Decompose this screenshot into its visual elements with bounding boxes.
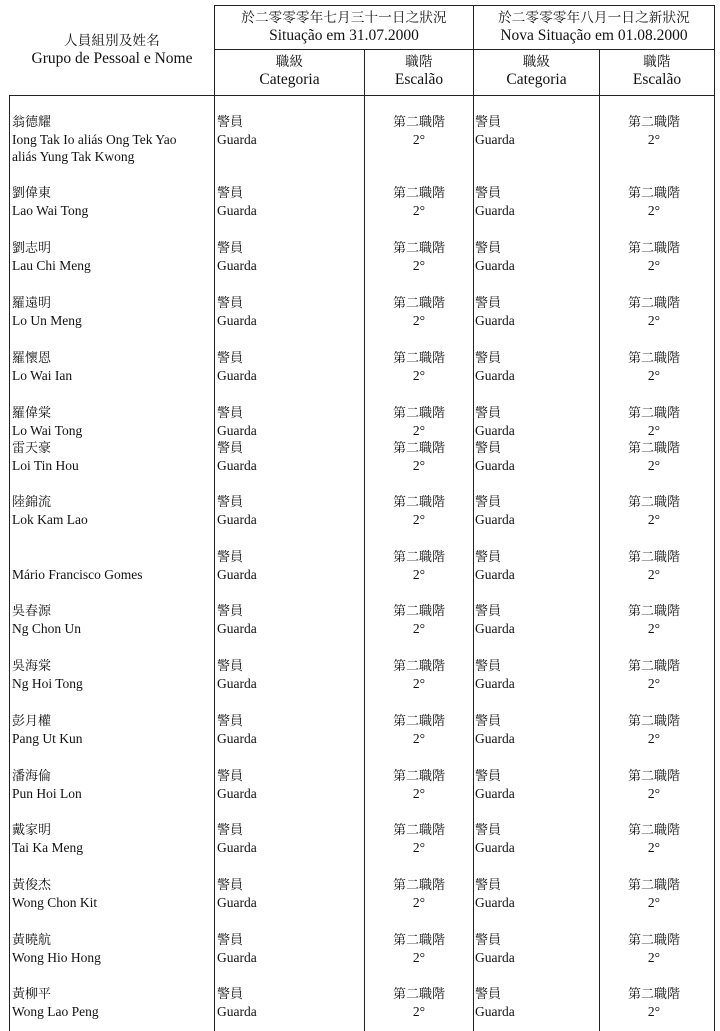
- new-escalao: [600, 114, 708, 148]
- person-name-pt: Lau Chi Meng: [12, 258, 91, 273]
- old-escalao-header: [365, 53, 473, 89]
- person-name-pt: Tai Ka Meng: [12, 840, 84, 855]
- person-name: [12, 932, 101, 966]
- person-name-pt: Wong Chon Kit: [12, 895, 98, 910]
- old-situation-header: [215, 9, 473, 45]
- old-category-pt: Guarda: [217, 132, 257, 147]
- old-category-pt: Guarda: [217, 313, 257, 328]
- old-escalao: [365, 549, 473, 583]
- table-left-rule: [9, 95, 10, 1031]
- old-escalao-pt: 2°: [412, 567, 426, 582]
- new-category-pt: Guarda: [475, 368, 515, 383]
- new-escalao-zh: 第二職階: [627, 769, 680, 784]
- person-name: [12, 603, 81, 637]
- person-name-pt: Loi Tin Hou: [12, 458, 79, 473]
- new-category-pt: Guarda: [475, 423, 515, 438]
- old-category-zh: 警員: [217, 495, 244, 510]
- old-category-header: [215, 53, 364, 89]
- new-escalao-pt: 2°: [647, 567, 661, 582]
- new-category-pt: Guarda: [475, 567, 515, 582]
- new-category-zh: 警員: [475, 406, 502, 421]
- person-name: [12, 822, 83, 856]
- new-escalao-zh: 第二職階: [627, 878, 680, 893]
- old-escalao: [365, 295, 473, 329]
- new-category: [475, 877, 515, 911]
- new-category-pt: Guarda: [475, 621, 515, 636]
- new-category: [475, 986, 515, 1020]
- new-category-zh: 警員: [475, 933, 502, 948]
- old-escalao-pt: 2°: [412, 786, 426, 801]
- person-name-zh: 黃俊杰: [12, 878, 52, 893]
- old-escalao-pt: 2°: [412, 423, 426, 438]
- person-name-zh: 劉志明: [12, 241, 52, 256]
- person-name-zh: [12, 549, 142, 566]
- person-name: [12, 986, 99, 1020]
- old-escalao: [365, 494, 473, 528]
- old-escalao-zh: 第二職階: [392, 823, 445, 838]
- new-escalao-zh: 第二職階: [627, 987, 680, 1002]
- new-category-zh: 警員: [475, 186, 502, 201]
- person-name: [12, 295, 82, 329]
- new-category-zh: 警員: [475, 823, 502, 838]
- person-name: [12, 713, 83, 747]
- new-escalao-pt: 2°: [647, 676, 661, 691]
- old-category-pt: Guarda: [217, 368, 257, 383]
- old-escalao-pt: 2°: [412, 1004, 426, 1019]
- old-category: [217, 713, 257, 747]
- old-escalao-zh: 第二職階: [392, 186, 445, 201]
- old-escalao-zh: 第二職階: [392, 115, 445, 130]
- new-category: [475, 185, 515, 219]
- new-escalao-pt: 2°: [647, 895, 661, 910]
- person-name-zh: 黃柳平: [12, 987, 52, 1002]
- old-category-pt: Guarda: [217, 258, 257, 273]
- name-column-header: [10, 32, 214, 68]
- new-category: [475, 549, 515, 583]
- name-column-header-zh: 人員組別及姓名: [64, 33, 160, 49]
- old-category-zh: 警員: [217, 878, 244, 893]
- old-escalao-header-zh: 職階: [405, 54, 433, 70]
- person-name-zh: 劉偉東: [12, 186, 52, 201]
- old-escalao-pt: 2°: [412, 313, 426, 328]
- person-name-pt: Ng Chon Un: [12, 621, 82, 636]
- new-escalao-zh: 第二職階: [627, 186, 680, 201]
- new-escalao-pt: 2°: [647, 258, 661, 273]
- new-category-zh: 警員: [475, 659, 502, 674]
- new-category-zh: 警員: [475, 115, 502, 130]
- new-category-pt: Guarda: [475, 203, 515, 218]
- person-name: [12, 658, 83, 692]
- person-name: [12, 549, 142, 583]
- person-name-zh: 吳春源: [12, 604, 52, 619]
- person-name-zh: 吳海棠: [12, 659, 52, 674]
- old-escalao-pt: 2°: [412, 840, 426, 855]
- new-escalao-zh: 第二職階: [627, 115, 680, 130]
- old-category-zh: 警員: [217, 186, 244, 201]
- old-category-zh: 警員: [217, 769, 244, 784]
- old-category-header-pt: Categoria: [259, 71, 320, 88]
- old-escalao-zh: 第二職階: [392, 241, 445, 256]
- person-name-pt: Lo Wai Ian: [12, 368, 73, 383]
- old-category: [217, 658, 257, 692]
- new-escalao: [600, 405, 708, 439]
- old-escalao-pt: 2°: [412, 458, 426, 473]
- new-category-pt: Guarda: [475, 313, 515, 328]
- new-escalao-pt: 2°: [647, 621, 661, 636]
- old-escalao: [365, 877, 473, 911]
- old-category-zh: 警員: [217, 659, 244, 674]
- person-name-zh: 戴家明: [12, 823, 52, 838]
- new-escalao: [600, 713, 708, 747]
- old-escalao-zh: 第二職階: [392, 769, 445, 784]
- new-category: [475, 240, 515, 274]
- new-escalao-pt: 2°: [647, 368, 661, 383]
- old-category: [217, 768, 257, 802]
- col-divider-name: [214, 5, 215, 1031]
- person-name-pt: Lao Wai Tong: [12, 203, 89, 218]
- new-escalao-pt: 2°: [647, 840, 661, 855]
- old-escalao: [365, 114, 473, 148]
- person-name-zh: 羅偉棠: [12, 406, 52, 421]
- new-escalao: [600, 494, 708, 528]
- old-category: [217, 350, 257, 384]
- person-name-zh: 羅遠明: [12, 296, 52, 311]
- new-escalao-zh: 第二職階: [627, 823, 680, 838]
- old-category: [217, 932, 257, 966]
- person-name-zh: 羅懷恩: [12, 351, 52, 366]
- old-category-pt: Guarda: [217, 676, 257, 691]
- old-escalao-pt: 2°: [412, 731, 426, 746]
- person-name-pt: Pang Ut Kun: [12, 731, 83, 746]
- new-situation-header-pt: Nova Situação em 01.08.2000: [500, 27, 688, 44]
- new-category: [475, 603, 515, 637]
- old-category-pt: Guarda: [217, 1004, 257, 1019]
- old-category-pt: Guarda: [217, 840, 257, 855]
- old-category-header-zh: 職級: [275, 54, 304, 70]
- new-escalao-pt: 2°: [647, 786, 661, 801]
- new-escalao-pt: 2°: [647, 132, 661, 147]
- new-category-pt: Guarda: [475, 1004, 515, 1019]
- old-category-zh: 警員: [217, 441, 244, 456]
- old-escalao-header-pt: Escalão: [394, 71, 444, 88]
- table-top-rule: [215, 5, 715, 6]
- old-category-pt: Guarda: [217, 950, 257, 965]
- new-category: [475, 822, 515, 856]
- new-category-pt: Guarda: [475, 258, 515, 273]
- old-category-zh: 警員: [217, 241, 244, 256]
- new-escalao-pt: 2°: [647, 731, 661, 746]
- new-escalao: [600, 440, 708, 474]
- person-name-zh: 翁德耀: [12, 115, 52, 130]
- new-escalao-pt: 2°: [647, 1004, 661, 1019]
- old-escalao-pt: 2°: [412, 950, 426, 965]
- old-escalao-zh: 第二職階: [392, 933, 445, 948]
- new-category-pt: Guarda: [475, 895, 515, 910]
- table-right-rule: [714, 5, 715, 1031]
- old-escalao: [365, 405, 473, 439]
- old-escalao: [365, 768, 473, 802]
- new-escalao: [600, 822, 708, 856]
- new-category: [475, 713, 515, 747]
- new-category: [475, 405, 515, 439]
- old-category-pt: Guarda: [217, 731, 257, 746]
- new-escalao-zh: 第二職階: [627, 714, 680, 729]
- new-escalao-zh: 第二職階: [627, 406, 680, 421]
- old-escalao-zh: 第二職階: [392, 441, 445, 456]
- person-name-zh: 彭月權: [12, 714, 52, 729]
- new-category-pt: Guarda: [475, 731, 515, 746]
- person-name-pt: Mário Francisco Gomes: [12, 567, 143, 582]
- new-category-zh: 警員: [475, 495, 502, 510]
- new-escalao-pt: 2°: [647, 512, 661, 527]
- old-category-zh: 警員: [217, 115, 244, 130]
- person-name: [12, 240, 91, 274]
- old-escalao: [365, 440, 473, 474]
- old-category: [217, 549, 257, 583]
- person-name-pt: Ng Hoi Tong: [12, 676, 83, 691]
- new-escalao-zh: 第二職階: [627, 351, 680, 366]
- person-name: [12, 114, 176, 165]
- old-category-pt: Guarda: [217, 786, 257, 801]
- new-category-zh: 警員: [475, 769, 502, 784]
- person-name-pt: Iong Tak Io aliás Ong Tek Yao: [12, 132, 177, 147]
- person-name-pt: Pun Hoi Lon: [12, 786, 82, 801]
- new-category-header-zh: 職級: [522, 54, 551, 70]
- person-name: [12, 185, 88, 219]
- old-escalao-zh: 第二職階: [392, 987, 445, 1002]
- old-escalao-zh: 第二職階: [392, 495, 445, 510]
- old-category-pt: Guarda: [217, 203, 257, 218]
- new-escalao-pt: 2°: [647, 458, 661, 473]
- new-escalao-zh: 第二職階: [627, 659, 680, 674]
- old-situation-header-pt: Situação em 31.07.2000: [269, 27, 419, 44]
- new-category-zh: 警員: [475, 604, 502, 619]
- old-category-pt: Guarda: [217, 458, 257, 473]
- old-escalao-zh: 第二職階: [392, 550, 445, 565]
- header-mid-rule: [215, 49, 715, 50]
- old-category-pt: Guarda: [217, 621, 257, 636]
- old-category: [217, 114, 257, 148]
- new-category: [475, 494, 515, 528]
- person-name-pt: Wong Hio Hong: [12, 950, 101, 965]
- col-divider-new: [473, 5, 474, 1031]
- old-category: [217, 822, 257, 856]
- new-escalao: [600, 768, 708, 802]
- old-category: [217, 877, 257, 911]
- person-name: [12, 877, 97, 911]
- new-escalao-zh: 第二職階: [627, 296, 680, 311]
- old-escalao-zh: 第二職階: [392, 714, 445, 729]
- old-category: [217, 295, 257, 329]
- new-escalao: [600, 932, 708, 966]
- new-escalao-header-pt: Escalão: [632, 71, 682, 88]
- new-escalao: [600, 350, 708, 384]
- name-column-header-pt: Grupo de Pessoal e Nome: [31, 50, 193, 67]
- old-situation-header-zh: 於二零零零年七月三十一日之狀況: [241, 10, 447, 26]
- new-escalao: [600, 549, 708, 583]
- new-escalao-zh: 第二職階: [627, 604, 680, 619]
- new-category-zh: 警員: [475, 714, 502, 729]
- old-category: [217, 240, 257, 274]
- new-category-pt: Guarda: [475, 950, 515, 965]
- new-category: [475, 768, 515, 802]
- old-escalao: [365, 603, 473, 637]
- new-category: [475, 295, 515, 329]
- new-category: [475, 350, 515, 384]
- new-category: [475, 114, 515, 148]
- old-escalao-zh: 第二職階: [392, 604, 445, 619]
- old-category: [217, 185, 257, 219]
- old-category: [217, 405, 257, 439]
- old-escalao-zh: 第二職階: [392, 296, 445, 311]
- new-situation-header-zh: 於二零零零年八月一日之新狀況: [498, 10, 690, 26]
- old-category-zh: 警員: [217, 823, 244, 838]
- old-category: [217, 494, 257, 528]
- new-category-header: [474, 53, 599, 89]
- person-name: [12, 405, 82, 439]
- person-name: [12, 350, 72, 384]
- new-category-zh: 警員: [475, 241, 502, 256]
- new-category-pt: Guarda: [475, 132, 515, 147]
- old-category-zh: 警員: [217, 296, 244, 311]
- person-name-pt: Lo Un Meng: [12, 313, 82, 328]
- old-category-zh: 警員: [217, 351, 244, 366]
- person-name-zh: 陸錦流: [12, 495, 52, 510]
- person-name: [12, 494, 88, 528]
- new-escalao: [600, 658, 708, 692]
- person-name-zh: 雷天豪: [12, 441, 52, 456]
- old-escalao-pt: 2°: [412, 132, 426, 147]
- new-escalao-zh: 第二職階: [627, 241, 680, 256]
- old-escalao-zh: 第二職階: [392, 406, 445, 421]
- new-escalao: [600, 986, 708, 1020]
- old-category: [217, 986, 257, 1020]
- new-escalao-zh: 第二職階: [627, 441, 680, 456]
- old-escalao-zh: 第二職階: [392, 351, 445, 366]
- old-escalao: [365, 240, 473, 274]
- new-category: [475, 440, 515, 474]
- old-escalao: [365, 822, 473, 856]
- old-escalao: [365, 986, 473, 1020]
- new-escalao-pt: 2°: [647, 203, 661, 218]
- new-category-zh: 警員: [475, 351, 502, 366]
- old-category-zh: 警員: [217, 987, 244, 1002]
- old-escalao-pt: 2°: [412, 203, 426, 218]
- new-escalao-pt: 2°: [647, 313, 661, 328]
- new-category-pt: Guarda: [475, 786, 515, 801]
- new-category-pt: Guarda: [475, 458, 515, 473]
- new-escalao-pt: 2°: [647, 423, 661, 438]
- person-name-pt: Wong Lao Peng: [12, 1004, 99, 1019]
- person-name-zh: 潘海倫: [12, 769, 52, 784]
- new-escalao: [600, 240, 708, 274]
- old-escalao-pt: 2°: [412, 676, 426, 691]
- old-escalao: [365, 185, 473, 219]
- old-escalao-pt: 2°: [412, 895, 426, 910]
- person-name-pt: Lo Wai Tong: [12, 423, 83, 438]
- new-escalao-zh: 第二職階: [627, 495, 680, 510]
- old-escalao: [365, 658, 473, 692]
- old-category-zh: 警員: [217, 933, 244, 948]
- old-category-zh: 警員: [217, 604, 244, 619]
- new-category-pt: Guarda: [475, 676, 515, 691]
- old-category: [217, 440, 257, 474]
- new-situation-header: [474, 9, 714, 45]
- old-escalao-zh: 第二職階: [392, 878, 445, 893]
- new-category-pt: Guarda: [475, 840, 515, 855]
- old-escalao: [365, 350, 473, 384]
- old-escalao-pt: 2°: [412, 621, 426, 636]
- person-name: [12, 440, 79, 474]
- header-bottom-rule: [9, 95, 715, 96]
- new-escalao: [600, 295, 708, 329]
- person-name: [12, 768, 82, 802]
- new-category-zh: 警員: [475, 550, 502, 565]
- old-escalao-pt: 2°: [412, 512, 426, 527]
- person-name-zh: 黃曉航: [12, 933, 52, 948]
- new-category-zh: 警員: [475, 296, 502, 311]
- new-escalao-zh: 第二職階: [627, 933, 680, 948]
- new-escalao-header: [600, 53, 714, 89]
- old-category-pt: Guarda: [217, 895, 257, 910]
- old-category-pt: Guarda: [217, 567, 257, 582]
- new-category-zh: 警員: [475, 987, 502, 1002]
- old-category-pt: Guarda: [217, 512, 257, 527]
- new-category: [475, 932, 515, 966]
- new-escalao: [600, 877, 708, 911]
- old-escalao-zh: 第二職階: [392, 659, 445, 674]
- old-escalao: [365, 713, 473, 747]
- old-category-zh: 警員: [217, 406, 244, 421]
- old-category-zh: 警員: [217, 714, 244, 729]
- new-escalao-zh: 第二職階: [627, 550, 680, 565]
- new-category-pt: Guarda: [475, 512, 515, 527]
- new-category-zh: 警員: [475, 441, 502, 456]
- new-escalao-header-zh: 職階: [643, 54, 671, 70]
- new-escalao: [600, 185, 708, 219]
- new-category-zh: 警員: [475, 878, 502, 893]
- old-category: [217, 603, 257, 637]
- old-category-zh: 警員: [217, 550, 244, 565]
- old-escalao-pt: 2°: [412, 368, 426, 383]
- new-escalao: [600, 603, 708, 637]
- new-category: [475, 658, 515, 692]
- old-escalao-pt: 2°: [412, 258, 426, 273]
- old-category-pt: Guarda: [217, 423, 257, 438]
- person-name-pt-cont: aliás Yung Tak Kwong: [12, 149, 135, 164]
- old-escalao: [365, 932, 473, 966]
- new-category-header-pt: Categoria: [506, 71, 567, 88]
- person-name-pt: Lok Kam Lao: [12, 512, 88, 527]
- new-escalao-pt: 2°: [647, 950, 661, 965]
